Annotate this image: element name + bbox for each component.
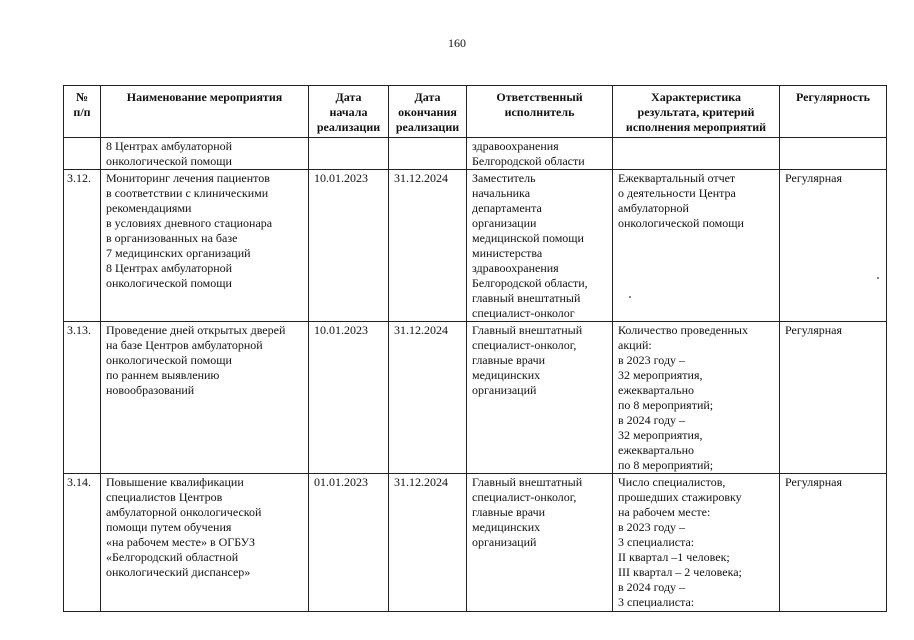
row-number bbox=[64, 138, 101, 170]
row-number: 3.14. bbox=[64, 474, 101, 612]
header-responsible: Ответственный исполнитель bbox=[467, 86, 613, 138]
row-responsible: здравоохранения Белгородской области bbox=[467, 138, 613, 170]
row-activity-name: Мониторинг лечения пациентов в соответствии с клиническими рекомендациями в условиях дневного стационара в организованных на базе 7 медицинских организаций 8 Центрах амбулаторной онкологической помощи bbox=[101, 170, 309, 322]
header-number: № п/п bbox=[64, 86, 101, 138]
row-start-date: 10.01.2023 bbox=[309, 170, 389, 322]
header-regularity: Регулярность bbox=[780, 86, 887, 138]
row-result: Число специалистов, прошедших стажировку на рабочем месте: в 2023 году – 3 специалиста: II квартал –1 человек; III квартал – 2 человека; в 2024 году – 3 специалиста: bbox=[613, 474, 780, 612]
row-end-date bbox=[389, 138, 467, 170]
scan-artifact bbox=[629, 296, 631, 298]
row-activity-name: 8 Центрах амбулаторной онкологической помощи bbox=[101, 138, 309, 170]
row-activity-name: Проведение дней открытых дверей на базе Центров амбулаторной онкологической помощи по раннем выявлению новообразований bbox=[101, 322, 309, 474]
header-end-date: Дата окончания реализации bbox=[389, 86, 467, 138]
page-number: 160 bbox=[448, 36, 466, 50]
scan-artifact bbox=[877, 277, 879, 279]
row-end-date: 31.12.2024 bbox=[389, 474, 467, 612]
table-row bbox=[64, 474, 887, 612]
row-end-date: 31.12.2024 bbox=[389, 170, 467, 322]
row-start-date: 10.01.2023 bbox=[309, 322, 389, 474]
row-responsible: Заместитель начальника департамента организации медицинской помощи министерства здравоохранения Белгородской области, главный внештатный специалист-онколог bbox=[467, 170, 613, 322]
table-header-row bbox=[64, 86, 887, 138]
activities-table bbox=[63, 85, 887, 612]
row-result bbox=[613, 138, 780, 170]
header-start-date: Дата начала реализации bbox=[309, 86, 389, 138]
row-activity-name: Повышение квалификации специалистов Центров амбулаторной онкологической помощи путем обучения «на рабочем месте» в ОГБУЗ «Белгородский областной онкологический диспансер» bbox=[101, 474, 309, 612]
row-result: Количество проведенных акций: в 2023 году – 32 мероприятия, ежеквартально по 8 мероприятий; в 2024 году – 32 мероприятия, ежеквартально по 8 мероприятий; bbox=[613, 322, 780, 474]
row-regularity: Регулярная bbox=[780, 170, 887, 322]
row-regularity: Регулярная bbox=[780, 474, 887, 612]
table-row bbox=[64, 138, 887, 170]
row-result: Ежеквартальный отчет о деятельности Центра амбулаторной онкологической помощи bbox=[613, 170, 780, 322]
header-activity-name: Наименование мероприятия bbox=[101, 86, 309, 138]
row-end-date: 31.12.2024 bbox=[389, 322, 467, 474]
row-start-date: 01.01.2023 bbox=[309, 474, 389, 612]
header-result: Характеристика результата, критерий исполнения мероприятий bbox=[613, 86, 780, 138]
row-number: 3.12. bbox=[64, 170, 101, 322]
row-start-date bbox=[309, 138, 389, 170]
row-responsible: Главный внештатный специалист-онколог, главные врачи медицинских организаций bbox=[467, 322, 613, 474]
table-row bbox=[64, 322, 887, 474]
table-row bbox=[64, 170, 887, 322]
row-regularity bbox=[780, 138, 887, 170]
row-regularity: Регулярная bbox=[780, 322, 887, 474]
row-number: 3.13. bbox=[64, 322, 101, 474]
row-responsible: Главный внештатный специалист-онколог, главные врачи медицинских организаций bbox=[467, 474, 613, 612]
